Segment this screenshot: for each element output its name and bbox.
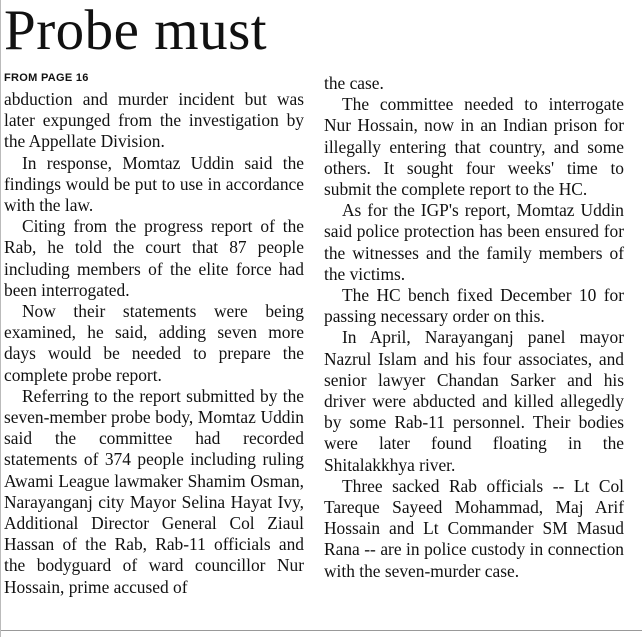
paragraph: Now their statements were being examined, he said, adding seven more days would be needed to prepare the complete probe report. [4, 301, 304, 385]
right-column [324, 73, 624, 582]
paragraph: Referring to the report submitted by the seven-member probe body, Momtaz Uddin said the committee had recorded statements of 374 people including ruling Awami League lawmaker Shamim Osman, Narayanganj city Mayor Selina Hayat Ivy, Additional Director General Col Ziaul Hassan of the Rab, Rab-11 officials and the bodyguard of ward councillor Nur Hossain, prime accused of [4, 385, 304, 597]
paragraph: abduction and murder incident but was later expunged from the investigation by the Appellate Division. [4, 89, 304, 152]
continued-from-label: FROM PAGE 16 [4, 72, 89, 84]
paragraph: As for the IGP's report, Momtaz Uddin said police protection has been ensured for the witnesses and the family members of the victims. [324, 200, 624, 284]
paragraph: The committee needed to interrogate Nur Hossain, now in an Indian prison for illegally entering that country, and some others. It sought four weeks' time to submit the complete report to the HC. [324, 94, 624, 200]
paragraph: Citing from the progress report of the Rab, he told the court that 87 people including members of the elite force had been interrogated. [4, 216, 304, 300]
paragraph: In April, Narayanganj panel mayor Nazrul Islam and his four associates, and senior lawyer Chandan Sarker and his driver were abducted and killed allegedly by some Rab-11 personnel. Their bodies were later found floating in the Shitalakkhya river. [324, 327, 624, 475]
paragraph: In response, Momtaz Uddin said the findings would be put to use in accordance with the law. [4, 152, 304, 216]
paragraph: The HC bench fixed December 10 for passing necessary order on this. [324, 285, 624, 327]
bottom-divider [1, 630, 642, 631]
paragraph: the case. [324, 73, 384, 93]
paragraph: Three sacked Rab officials -- Lt Col Tareque Sayeed Mohammad, Maj Arif Hossain and Lt Commander SM Masud Rana -- are in police custody in connection with the seven-murder case. [324, 475, 624, 581]
headline: Probe must [4, 0, 268, 62]
left-column [4, 68, 304, 598]
